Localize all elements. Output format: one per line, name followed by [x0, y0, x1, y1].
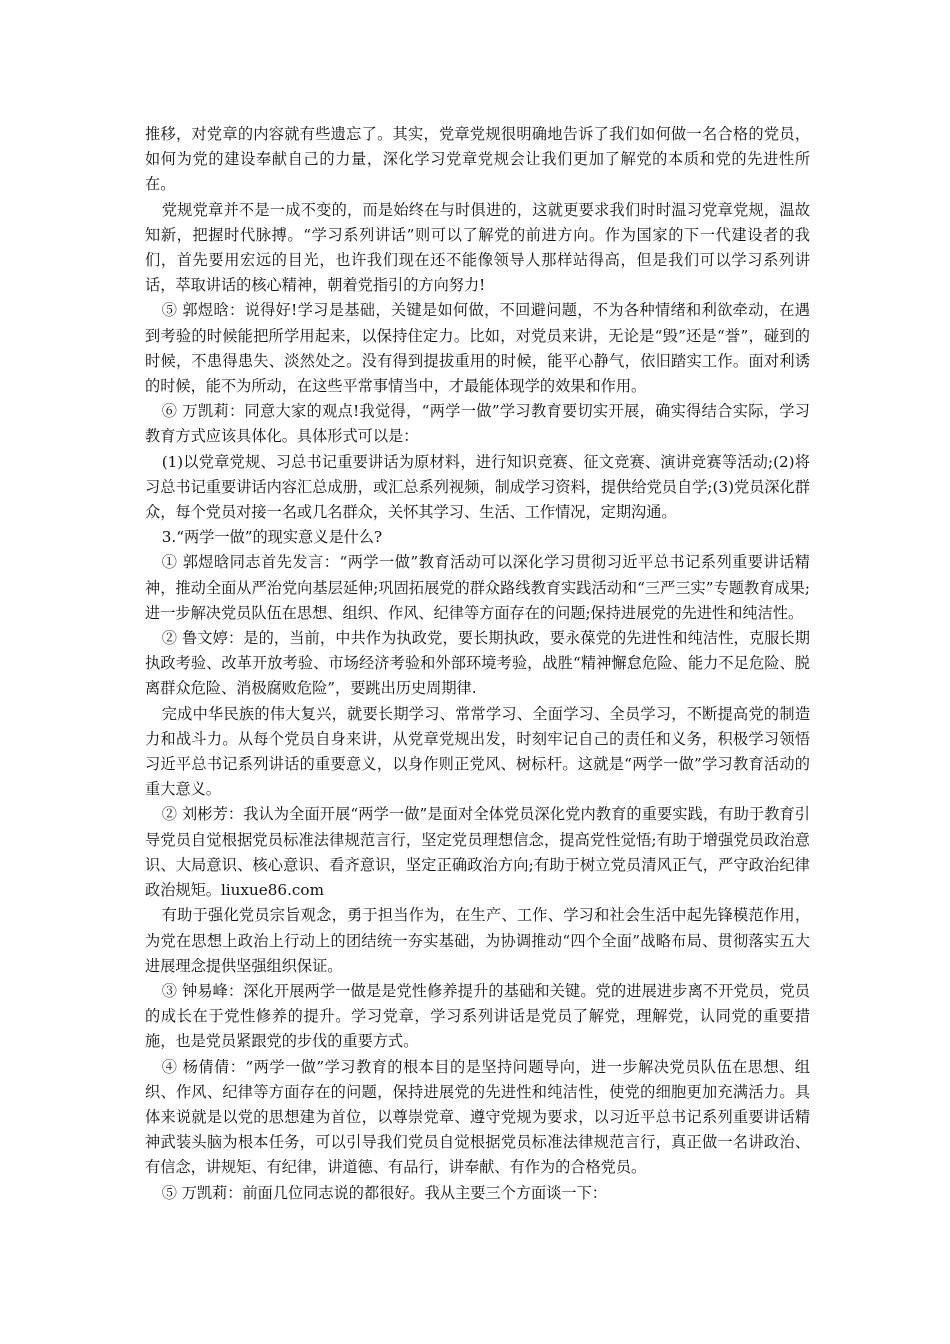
paragraph-2: 党规党章并不是一成不变的，而是始终在与时俱进的，这就更要求我们时时温习党章党规，温故知新，把握时代脉搏。“学习系列讲话”则可以了解党的前进方向。作为国家的下一代建设者的我们，首先要用宏远的目光，也许我们现在还不能像领导人那样站得高，但是我们可以学习系列讲话，萃取讲话的核心精神，朝着党指引的方向努力! — [145, 200, 810, 295]
paragraph-5: (1)以党章党规、习总书记重要讲话为原材料，进行知识竞赛、征文竞赛、演讲竞赛等活动;(2)将习总书记重要讲话内容汇总成册，或汇总系列视频，制成学习资料，提供给党员自学;(3)党员深化群众，每个党员对接一名或几名群众，关怀其学习、生活、工作情况，定期沟通。 — [145, 452, 810, 522]
paragraph-1: 推移，对党章的内容就有些遗忘了。其实，党章党规很明确地告诉了我们如何做一名合格的党员，如何为党的建设奉献自己的力量，深化学习党章党规会让我们更加了解党的本质和党的先进性所在。 — [145, 125, 810, 194]
paragraph-3: ⑤ 郭煜晗：说得好!学习是基础，关键是如何做，不回避问题，不为各种情绪和利欲牵动，在遇到考验的时候能把所学用起来，以保持住定力。比如，对党员来讲，无论是“毁”还是“誉”，碰到的时候，不患得患失、淡然处之。没有得到提拔重用的时候，能平心静气，依旧踏实工作。面对利诱的时候，能不为所动，在这些平常事情当中，才最能体现学的效果和作用。 — [145, 301, 810, 396]
paragraph-8: ② 鲁文婷：是的，当前，中共作为执政党，要长期执政，要永葆党的先进性和纯洁性，克服长期执政考验、改革开放考验、市场经济考验和外部环境考验，战胜“精神懈怠危险、能力不足危险、脱离群众危险、消极腐败危险”，要跳出历史周期律. — [145, 629, 810, 698]
paragraph-6: 3.“两学一做”的现实意义是什么? — [161, 528, 383, 547]
paragraph-12: ③ 钟易峰：深化开展两学一做是是党性修养提升的基础和关键。党的进展进步离不开党员，党员的成长在于党性修养的提升。学习党章，学习系列讲话是党员了解党，理解党，认同党的重要措施，也是党员紧跟党的步伐的重要方式。 — [145, 981, 810, 1051]
paragraph-14: ⑤ 万凯莉：前面几位同志说的都很好。我从主要三个方面谈一下： — [161, 1183, 607, 1202]
paragraph-10: ② 刘彬芳：我认为全面开展“两学一做”是面对全体党员深化党内教育的重要实践，有助于教育引导党员自觉根据党员标准法律规范言行，坚定党员理想信念，提高党性觉悟;有助于增强党员政治意识、大局意识、核心意识、看齐意识，坚定正确政治方向;有助于树立党员清风正气，严守政治纪律政治规矩。liuxue86.com — [145, 805, 810, 900]
paragraph-11: 有助于强化党员宗旨观念，勇于担当作为，在生产、工作、学习和社会生活中起先锋模范作用，为党在思想上政治上行动上的团结统一夯实基础，为协调推动“四个全面”战略布局、贯彻落实五大进展理念提供坚强组织保证。 — [145, 906, 810, 975]
paragraph-7: ① 郭煜晗同志首先发言：“两学一做”教育活动可以深化学习贯彻习近平总书记系列重要讲话精神，推动全面从严治党向基层延伸;巩固拓展党的群众路线教育实践活动和“三严三实”专题教育成果;进一步解决党员队伍在思想、组织、作风、纪律等方面存在的问题;保持进展党的先进性和纯洁性。 — [145, 553, 810, 622]
paragraph-13: ④ 杨倩倩：“两学一做”学习教育的根本目的是坚持问题导向，进一步解决党员队伍在思想、组织、作风、纪律等方面存在的问题，保持进展党的先进性和纯洁性，使党的细胞更加充满活力。具体来说就是以党的思想建为首位，以尊崇党章、遵守党规为要求，以习近平总书记系列重要讲话精神武装头脑为根本任务，可以引导我们党员自觉根据党员标准法律规范言行，真正做一名讲政治、有信念，讲规矩、有纪律，讲道德、有品行，讲奉献、有作为的合格党员。 — [145, 1057, 810, 1177]
document-body — [145, 122, 810, 1206]
paragraph-9: 完成中华民族的伟大复兴，就要长期学习、常常学习、全面学习、全员学习，不断提高党的制造力和战斗力。从每个党员自身来讲，从党章党规出发，时刻牢记自己的责任和义务，积极学习领悟习近平总书记系列讲话的重要意义，以身作则正党风、树标杆。这就是“两学一做”学习教育活动的重大意义。 — [145, 704, 810, 799]
paragraph-4: ⑥ 万凯莉：同意大家的观点!我觉得，“两学一做”学习教育要切实开展，确实得结合实际，学习教育方式应该具体化。具体形式可以是： — [145, 402, 810, 446]
